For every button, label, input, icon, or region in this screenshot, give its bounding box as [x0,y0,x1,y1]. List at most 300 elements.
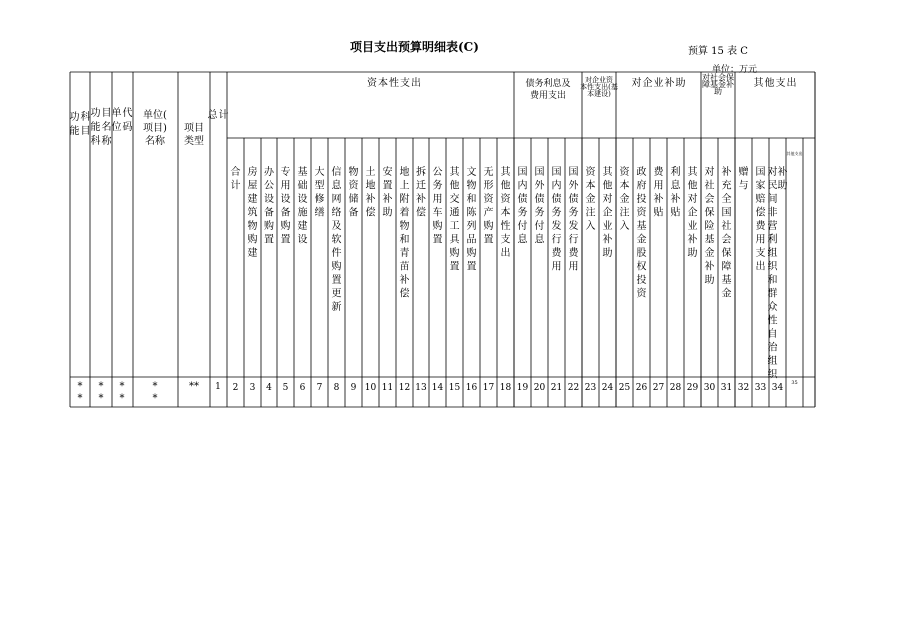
svg-text:资: 资 [348,180,359,192]
svg-text:性: 性 [500,221,511,232]
svg-text:无: 无 [483,167,494,178]
svg-text:代: 代 [122,108,133,119]
svg-text:对: 对 [687,194,698,205]
svg-text:本: 本 [500,207,511,219]
svg-text:苗: 苗 [399,261,410,273]
data-unit-code-0: * [119,381,125,392]
svg-text:其: 其 [687,167,698,178]
svg-text:青: 青 [399,248,410,259]
svg-text:业: 业 [687,221,698,232]
svg-text:助: 助 [382,207,393,219]
svg-text:对: 对 [767,167,778,178]
svg-text:债: 债 [534,194,545,205]
svg-text:用: 用 [568,261,579,273]
svg-text:息: 息 [517,234,528,246]
svg-text:和: 和 [399,234,410,246]
svg-text:名: 名 [101,122,112,133]
svg-text:支: 支 [400,78,410,89]
svg-text:支: 支 [775,78,786,89]
svg-text:购: 购 [432,221,443,232]
svg-text:债: 债 [517,194,528,205]
data-unit-name-0: * [152,381,158,392]
svg-text:利: 利 [670,167,681,178]
group-debt-2: 费用支出 [529,91,567,101]
svg-text:股: 股 [636,248,647,259]
svg-text:支: 支 [755,248,766,259]
col-num-31: 31 [720,383,733,393]
svg-text:注: 注 [619,207,630,219]
svg-text:施: 施 [297,207,308,219]
data-func-0: * [77,381,83,392]
col-header-22 [569,166,580,273]
unit-label: 单位：万元 [712,65,758,75]
col-header-24 [603,166,614,259]
svg-text:贴: 贴 [653,207,664,219]
svg-text:置: 置 [280,234,291,246]
svg-text:入: 入 [619,221,630,232]
header-unit-code [112,106,133,133]
svg-text:设: 设 [297,194,308,205]
col-num-13: 13 [415,383,427,393]
svg-text:组: 组 [767,248,778,259]
col-num-34: 34 [771,383,784,393]
col-num-9: 9 [350,383,357,393]
group-ent-cap-2: 本性支出(基 [580,83,618,91]
col-num-5: 5 [282,383,289,393]
svg-text:资: 资 [367,78,377,89]
svg-text:内: 内 [517,180,528,192]
svg-text:型: 型 [314,180,325,192]
svg-text:陈: 陈 [466,207,477,219]
svg-text:置: 置 [466,261,477,273]
table-code: 预算 15 表 C [688,46,748,57]
col-num-8: 8 [333,383,340,393]
svg-text:拆: 拆 [416,167,426,178]
col-num-30: 30 [703,383,716,393]
svg-text:信: 信 [331,167,342,178]
data-total: 1 [215,382,221,392]
svg-text:外: 外 [568,180,579,192]
svg-text:利: 利 [767,234,778,246]
svg-text:织: 织 [767,261,778,273]
col-header-17 [484,166,495,246]
svg-text:计: 计 [230,180,241,192]
svg-text:位: 位 [111,122,122,133]
svg-text:络: 络 [331,207,342,219]
svg-text:资: 资 [585,167,596,178]
svg-text:建: 建 [297,221,308,232]
svg-text:社: 社 [704,180,715,192]
data-func-name-1: * [98,393,104,404]
svg-text:合: 合 [230,167,241,178]
col-header-13 [416,165,426,219]
col-header-19 [518,166,529,246]
col-num-12: 12 [398,383,411,393]
svg-text:备: 备 [348,207,359,219]
header-proj-type-1: 项目 [184,123,204,134]
svg-text:与: 与 [738,180,749,192]
col-num-16: 16 [465,383,478,393]
svg-text:基: 基 [636,221,647,232]
svg-text:能: 能 [69,126,80,137]
svg-text:自: 自 [767,329,778,340]
col-header-34 [768,165,788,381]
svg-text:科: 科 [80,112,91,123]
svg-text:息: 息 [331,180,342,192]
col-header-10 [366,165,376,219]
col-num-18: 18 [499,383,512,393]
svg-text:物: 物 [348,167,359,178]
svg-text:购: 购 [247,234,258,246]
svg-text:对: 对 [704,167,715,178]
svg-text:务: 务 [551,207,562,219]
svg-text:性: 性 [389,78,399,89]
svg-text:费: 费 [653,167,664,178]
header-unit-name-3: 名称 [145,136,165,147]
svg-text:称: 称 [101,136,112,147]
col-num-6: 6 [299,383,306,393]
svg-text:企: 企 [642,78,653,89]
svg-text:群: 群 [767,288,778,300]
svg-text:支: 支 [500,234,511,246]
svg-text:迁: 迁 [416,180,426,192]
svg-text:补: 补 [687,234,698,246]
col-num-22: 22 [567,383,580,393]
group-capital [367,76,421,89]
svg-text:置: 置 [483,234,494,246]
svg-text:本: 本 [585,180,596,192]
svg-text:资: 资 [500,194,511,205]
svg-text:具: 具 [449,234,460,246]
svg-text:置: 置 [264,234,274,246]
svg-text:外: 外 [534,180,545,192]
col-header-3 [248,165,258,259]
svg-text:补: 补 [704,261,715,273]
svg-text:国: 国 [721,207,732,219]
svg-text:民: 民 [767,180,778,192]
col-header-2 [231,165,241,192]
svg-text:产: 产 [483,207,494,219]
svg-text:务: 务 [534,207,545,219]
svg-text:基: 基 [721,275,732,286]
svg-text:治: 治 [767,342,778,354]
svg-text:偿: 偿 [365,207,376,219]
header-total [208,108,229,121]
svg-text:组: 组 [767,356,778,367]
svg-text:保: 保 [721,248,732,259]
header-proj-type-2: 类型 [184,136,204,147]
header-unit-name-1: 单位( [143,110,167,121]
svg-text:上: 上 [399,180,410,192]
svg-text:权: 权 [636,261,647,273]
svg-text:偿: 偿 [399,288,410,300]
svg-text:国: 国 [568,167,579,178]
svg-text:偿: 偿 [755,207,766,219]
svg-text:金: 金 [585,194,596,205]
svg-text:家: 家 [755,180,766,192]
svg-text:其: 其 [449,167,460,178]
svg-text:会: 会 [721,234,732,246]
svg-text:投: 投 [636,275,647,286]
svg-text:付: 付 [517,221,528,232]
col-num-28: 28 [669,383,682,393]
svg-text:补: 补 [664,78,675,89]
svg-text:息: 息 [534,234,545,246]
col-num-19: 19 [516,383,529,393]
svg-text:费: 费 [568,248,579,259]
col-header-15 [450,166,461,273]
col-header-32 [739,165,749,192]
col-header-30 [705,165,715,286]
svg-text:障: 障 [721,261,732,273]
col-num-27: 27 [652,383,665,393]
svg-text:补: 补 [416,194,426,205]
svg-text:置: 置 [432,234,443,246]
svg-text:公: 公 [432,167,443,178]
header-func-name [91,106,113,147]
svg-text:补: 补 [777,167,788,178]
svg-text:营: 营 [767,221,778,232]
svg-text:备: 备 [280,207,291,219]
svg-text:出: 出 [786,78,797,89]
svg-text:会: 会 [704,194,715,205]
col-header-28 [671,165,682,219]
col-num-3: 3 [249,383,256,393]
svg-text:置: 置 [449,261,460,273]
svg-text:目: 目 [101,108,112,119]
group-ent-sub [632,76,686,89]
svg-text:他: 他 [449,180,460,192]
report-title: 项目支出预算明细表(C) [350,40,479,54]
svg-text:务: 务 [517,207,528,219]
svg-text:屋: 屋 [247,180,258,192]
svg-text:补: 补 [653,194,664,205]
svg-text:设: 设 [264,194,274,205]
col-num-7: 7 [316,383,323,393]
svg-text:贴: 贴 [670,207,681,219]
group-debt-1: 债务利息及 [525,79,571,89]
group-social-2: 障基金补 [702,80,734,89]
svg-text:资: 资 [619,167,630,178]
svg-text:补: 补 [399,275,410,286]
svg-text:科: 科 [90,136,101,147]
col-num-4: 4 [266,383,272,393]
col-header-26 [637,165,648,300]
svg-text:助: 助 [777,180,788,192]
svg-text:码: 码 [122,122,133,133]
svg-text:付: 付 [534,221,545,232]
col-header-33 [756,166,767,273]
svg-text:通: 通 [449,207,460,219]
svg-text:用: 用 [280,180,291,192]
col-num-33: 33 [754,383,767,393]
svg-text:社: 社 [721,221,732,232]
svg-text:设: 设 [297,234,308,246]
svg-text:其: 其 [753,78,764,89]
col-num-29: 29 [686,383,699,393]
svg-text:众: 众 [767,302,778,313]
svg-text:物: 物 [466,180,477,192]
col-header-4 [264,165,275,246]
svg-text:备: 备 [264,207,274,219]
svg-text:功: 功 [90,108,101,119]
svg-text:基: 基 [704,234,715,246]
svg-text:地: 地 [399,167,410,178]
svg-text:房: 房 [247,167,258,178]
svg-text:行: 行 [551,234,562,246]
svg-text:国: 国 [551,167,562,178]
col-header-25 [620,165,631,232]
svg-text:功: 功 [69,112,80,123]
svg-text:和: 和 [466,194,477,205]
svg-text:国: 国 [534,167,545,178]
group-social-1: 对社会保 [702,73,734,82]
col-num-24: 24 [601,383,614,393]
svg-text:形: 形 [483,180,494,192]
svg-text:补: 补 [382,194,393,205]
svg-text:更: 更 [331,288,342,300]
svg-text:助: 助 [675,78,686,89]
svg-text:筑: 筑 [247,207,258,219]
svg-text:保: 保 [704,207,715,219]
col-header-27 [654,165,665,219]
col-header-35: 其他支出 [786,151,803,156]
data-unit-code-1: * [119,393,125,404]
col-num-21: 21 [550,383,563,393]
svg-text:工: 工 [449,221,460,232]
svg-text:资: 资 [636,288,647,300]
svg-text:国: 国 [517,167,528,178]
svg-text:府: 府 [636,180,647,192]
svg-text:性: 性 [767,315,778,327]
svg-text:件: 件 [331,248,342,259]
svg-text:软: 软 [331,234,342,246]
svg-text:助: 助 [704,275,715,286]
svg-text:建: 建 [247,248,258,259]
svg-text:附: 附 [399,194,410,205]
svg-text:办: 办 [264,167,274,178]
svg-text:补: 补 [670,194,681,205]
col-header-18 [501,166,512,259]
svg-text:车: 车 [432,207,443,219]
svg-text:险: 险 [704,221,715,232]
col-num-32: 32 [737,383,750,393]
header-unit-name-2: 项目) [143,123,167,134]
svg-text:业: 业 [653,78,664,89]
col-num-25: 25 [618,383,631,393]
col-header-7 [315,165,325,219]
svg-text:列: 列 [466,221,477,232]
svg-text:缮: 缮 [314,207,325,219]
svg-text:置: 置 [382,180,393,192]
col-header-21 [552,166,563,273]
group-ent-cap-1: 对企业资 [585,76,613,84]
svg-text:和: 和 [767,275,778,286]
svg-text:内: 内 [551,180,562,192]
svg-text:间: 间 [767,194,778,205]
svg-text:资: 资 [636,207,647,219]
svg-text:安: 安 [382,167,393,178]
svg-text:金: 金 [704,248,715,259]
svg-text:公: 公 [264,180,274,192]
col-num-2: 2 [232,383,239,393]
svg-text:购: 购 [449,248,460,259]
svg-text:出: 出 [411,78,421,89]
svg-text:储: 储 [348,194,359,205]
svg-text:置: 置 [331,275,342,286]
svg-text:土: 土 [365,167,376,178]
svg-text:其: 其 [602,167,613,178]
svg-text:用: 用 [432,194,443,205]
svg-text:对: 对 [602,194,613,205]
group-other [754,76,797,89]
svg-text:其: 其 [500,167,511,178]
svg-text:设: 设 [280,194,291,205]
svg-text:总: 总 [207,110,218,121]
svg-text:补: 补 [721,167,732,178]
svg-text:息: 息 [670,180,681,192]
svg-text:品: 品 [466,234,477,246]
svg-text:务: 务 [568,207,579,219]
svg-text:大: 大 [314,167,325,178]
col-num-35: 35 [791,380,798,386]
col-num-10: 10 [364,383,377,393]
svg-text:购: 购 [331,261,342,273]
svg-text:新: 新 [331,302,342,313]
svg-text:赠: 赠 [738,167,749,178]
svg-text:购: 购 [483,221,494,232]
col-header-6 [298,165,308,246]
svg-text:全: 全 [721,194,732,205]
svg-text:物: 物 [399,221,410,232]
svg-text:补: 补 [602,234,613,246]
svg-text:专: 专 [280,167,291,178]
svg-text:债: 债 [551,194,562,205]
svg-text:补: 补 [365,194,376,205]
col-num-14: 14 [431,383,444,393]
svg-text:及: 及 [331,221,342,232]
svg-text:发: 发 [551,221,562,232]
col-num-26: 26 [635,383,648,393]
svg-text:织: 织 [767,369,778,381]
col-header-9 [349,165,360,219]
data-func-1: * [77,393,83,404]
svg-text:网: 网 [331,194,342,205]
col-num-23: 23 [584,383,597,393]
svg-text:费: 费 [755,221,766,232]
svg-text:政: 政 [636,167,647,178]
svg-text:对: 对 [631,78,642,89]
svg-text:发: 发 [568,221,579,232]
svg-text:购: 购 [280,221,291,232]
svg-text:赔: 赔 [755,194,766,205]
svg-text:企: 企 [687,207,698,219]
svg-text:金: 金 [636,234,647,246]
svg-text:助: 助 [687,248,698,259]
col-num-11: 11 [381,383,394,393]
col-header-5 [281,165,291,246]
col-header-11 [383,165,393,219]
svg-text:国: 国 [755,167,766,178]
svg-text:出: 出 [755,261,766,273]
col-header-31 [722,165,732,300]
svg-text:文: 文 [466,167,477,178]
data-func-name-0: * [98,381,104,392]
svg-text:交: 交 [449,194,460,205]
col-header-23 [586,165,597,232]
svg-text:单: 单 [111,108,122,119]
svg-text:用: 用 [755,234,766,246]
